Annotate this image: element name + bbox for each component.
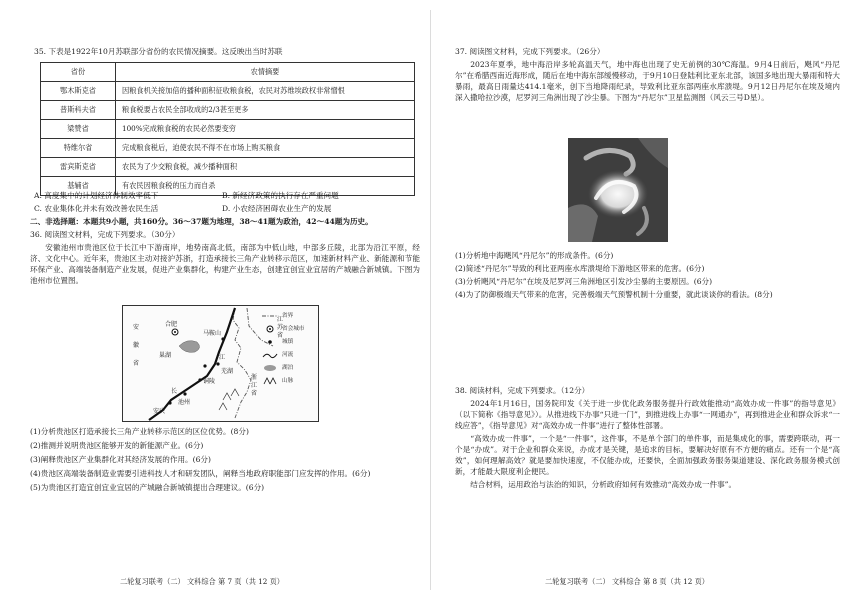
- q36-questions: [30, 426, 420, 493]
- table-cell-summary: 100%完成粮食税的农民必然要变穷: [116, 120, 415, 139]
- legend-river-symbol: [262, 349, 278, 362]
- map-label-hefei: 合肥: [165, 321, 178, 328]
- map-label-zhejiang-1: 浙: [251, 374, 258, 381]
- q37-question-3: (3)分析飓风“丹尼尔”在埃及尼罗河三角洲地区引发沙尘暴的主要原因。(6分): [455, 277, 713, 286]
- table-cell-summary: 粮食税要占农民全部收成的2/3甚至更多: [116, 101, 415, 120]
- chizhou-marker: [183, 392, 186, 395]
- hefei-marker-center: [174, 331, 176, 333]
- map-label-zhejiang-3: 省: [251, 390, 258, 397]
- table-row: [41, 101, 415, 120]
- q37-material: [455, 59, 840, 103]
- legend-item: [262, 310, 304, 323]
- legend-item: [262, 349, 304, 362]
- map-label-river-chang: 长: [171, 388, 178, 395]
- q36-question-1: (1)分析贵池区打造承接长三角产业转移示范区的区位优势。(8分): [30, 427, 249, 436]
- option-b[interactable]: B. 新经济政策的执行存在严重问题: [222, 191, 339, 200]
- map-label-zhejiang-2: 江: [251, 382, 258, 389]
- q36-paragraph: 安徽池州市贵池区位于长江中下游南岸，地势南高北低，南部为中低山地，中部多丘陵，北部为沿江平原，经济、文化中心。近年来，贵池区主动对接沪苏浙，打造承接长三角产业转移示范区，加速新材料产业、新能源和节能环保产业、高端装备制造产业发展，促进产业集群化，构建产业生态，创建宜创宜业宜居的产城融合新城镇。下图为池州市位置图。: [30, 243, 420, 285]
- map-label-anhui-1: 安: [133, 324, 140, 331]
- q35-table: [40, 62, 415, 196]
- legend-label: 山脉: [282, 378, 294, 384]
- map-label-anhui-2: 徽: [133, 342, 140, 349]
- map-label-jiangsu-1: 江: [277, 316, 284, 323]
- legend-label: 河流: [282, 352, 294, 358]
- legend-item: [262, 336, 304, 349]
- legend-item: [262, 323, 304, 336]
- left-page-footer: 二轮复习联考（二） 文科综合 第 7 页（共 12 页）: [120, 577, 284, 586]
- q35-stem: 35. 下表是1922年10月苏联部分省份的农民情况摘要。这反映出当时苏联: [34, 47, 283, 56]
- q37-question-4: (4)为了防御极端天气带来的危害，完善极端天气预警机制十分重要，就此谈谈你的看法。(8分): [455, 290, 773, 299]
- map-label-wuhu: 芜湖: [221, 368, 234, 375]
- q38-paragraph-2: “高效办成一件事”，一个是“一件事”，这件事，不是单个部门的单件事，而是集成化的事，需要跨联动，再一个是“办成”。对于企业和群众来说，办成才是关键，是追求的目标，要解决好原有不方便的痛点。还有一个是“高效”，如何理解高效？就是要加快速度，不仅能办成，还要快，全面加强政务服务渠道建设、深化政务服务模式创新，才能最大限度利企便民。: [455, 434, 840, 476]
- option-c[interactable]: C. 农业集体化并未有效改善农民生活: [34, 204, 159, 213]
- legend-label: 城镇: [282, 339, 294, 345]
- legend-item: [262, 375, 304, 388]
- legend-item: [262, 362, 304, 375]
- province-border: [233, 308, 251, 418]
- table-header-row: [41, 63, 415, 82]
- satellite-drawing: [568, 138, 668, 242]
- q37-question-2: (2)简述“丹尼尔”导致的利比亚两座水库溃堤给下游地区带来的危害。(6分): [455, 264, 705, 273]
- chaohu-lake: [179, 341, 200, 353]
- maanshan-marker: [221, 337, 224, 340]
- table-row: [41, 82, 415, 101]
- map-label-river-jiang: 江: [219, 354, 226, 361]
- legend-label: 湖泊: [282, 365, 294, 371]
- option-d[interactable]: D. 小农经济困碍农业生产的发展: [222, 204, 332, 213]
- table-cell-province: 雷宾斯克省: [41, 158, 116, 177]
- table-cell-summary: 完成粮食税后，迫使农民不得不在市场上购买粮食: [116, 139, 415, 158]
- table-header-province: 省份: [41, 63, 116, 82]
- q37-questions: [455, 250, 840, 300]
- table-cell-summary: 因粮食机关接加倍的播种面积征收粮食税，农民对苏维埃政权非常憎恨: [116, 82, 415, 101]
- legend-label: 省界: [282, 313, 294, 319]
- right-page-footer: 二轮复习联考（二） 文科综合 第 8 页（共 12 页）: [545, 577, 709, 586]
- table-row: [41, 139, 415, 158]
- map-label-chizhou: 池州: [178, 399, 191, 406]
- q36-material: [30, 242, 420, 286]
- q36-question-5: (5)为贵池区打造宜创宜业宜居的产城融合新城镇提出合理建议。(6分): [30, 483, 265, 492]
- table-cell-province: 鄂木斯克省: [41, 82, 116, 101]
- legend-mountain-symbol: [262, 375, 278, 388]
- q38-paragraph-1: 2024年1月16日，国务院印发《关于进一步优化政务服务提升行政效能推动“高效办成一件事”的指导意见》（以下简称《指导意见》）。从推进线下办事“只进一门”，到推进线上办事“一网通办”，再到推进企业和群众诉求“一线应答”，《指导意见》对“高效办成一件事”进行了整体性部署。: [455, 399, 840, 430]
- mountain-symbols: [219, 389, 239, 410]
- q36-question-3: (3)阐释贵池区产业集群化对其经济发展的作用。(6分): [30, 455, 211, 464]
- chaohu-city-marker: [203, 364, 206, 367]
- q36-stem: 36. 阅读图文材料，完成下列要求。（30分）: [30, 230, 180, 239]
- option-a[interactable]: A. 高度集中的计划经济体制效率低下: [34, 191, 159, 200]
- anqing-marker: [168, 401, 171, 404]
- q36-question-4: (4)贵池区高端装备制造业需要引进科技人才和研发团队，阐释当地政府职能部门应发挥的作用。(6分): [30, 469, 371, 478]
- legend-capital-symbol: [262, 323, 278, 336]
- table-cell-province: 特维尔省: [41, 139, 116, 158]
- legend-label: 省会城市: [282, 326, 305, 332]
- table-cell-summary: 有农民因粮食税的压力而自杀: [116, 177, 415, 196]
- tongling-marker: [198, 378, 201, 381]
- q38-paragraph-3: 结合材料，运用政治与法治的知识，分析政府如何有效推动“高效办成一件事”。: [470, 480, 737, 489]
- q37-question-1: (1)分析地中海飓风“丹尼尔”的形成条件。(6分): [455, 251, 614, 260]
- table-cell-summary: 农民为了少交粮食税，减少播种面积: [116, 158, 415, 177]
- table-cell-province: 普斯科夫省: [41, 101, 116, 120]
- table-cell-province: 梁赞省: [41, 120, 116, 139]
- hurricane-daniel-satellite-image: [568, 138, 668, 242]
- table-cell-province: 基辅省: [41, 177, 116, 196]
- table-row: [41, 120, 415, 139]
- q36-question-2: (2)推测并说明贵池区能够开发的新能源产业。(6分): [30, 441, 204, 450]
- map-label-jiangsu-3: 省: [277, 332, 284, 339]
- map-legend: [262, 310, 304, 388]
- q37-paragraph: 2023年夏季，地中海沿岸多轮高温天气，地中海也出现了史无前例的30℃海温。9月4日前后，飓风“丹尼尔”在希腊西南近海形成，随后在地中海东部缓慢移动，于9月10日登陆利比亚东北部，该国多地出现大暴雨和特大暴雨，最高日雨量达414.1毫米，创下当地降雨纪录，导致利比亚东部两座水库溃堤。9月12日丹尼尔在埃及境内深入撒哈拉沙漠，尼罗河三角洲出现了沙尘暴。下图为“丹尼尔”卫星监测图（风云三号D星）。: [455, 60, 840, 102]
- section-heading: 二、非选择题：本题共9小题，共160分。36～37题为地理，38～41题为政治，42～44题为历史。: [30, 217, 373, 226]
- q38-stem: 38. 阅读材料，完成下列要求。（12分）: [455, 386, 590, 395]
- map-label-anqing: 安庆: [153, 408, 166, 415]
- map-label-maanshan: 马鞍山: [203, 330, 222, 337]
- legend-town-symbol: [262, 336, 278, 349]
- map-label-tongling: 铜陵: [203, 378, 216, 385]
- table-row: [41, 158, 415, 177]
- wuhu-marker: [216, 362, 219, 365]
- yangtze-river: [149, 308, 235, 420]
- legend-lake-symbol: [262, 362, 278, 375]
- q37-stem: 37. 阅读图文材料，完成下列要求。（26分）: [455, 47, 605, 56]
- map-label-jiangsu-2: 苏: [277, 324, 284, 331]
- map-label-anhui-3: 省: [133, 360, 140, 367]
- map-label-chaohu: 巢湖: [159, 352, 172, 359]
- legend-border-symbol: [262, 310, 278, 323]
- table-header-summary: 农情摘要: [116, 63, 415, 82]
- q38-material: [455, 398, 840, 490]
